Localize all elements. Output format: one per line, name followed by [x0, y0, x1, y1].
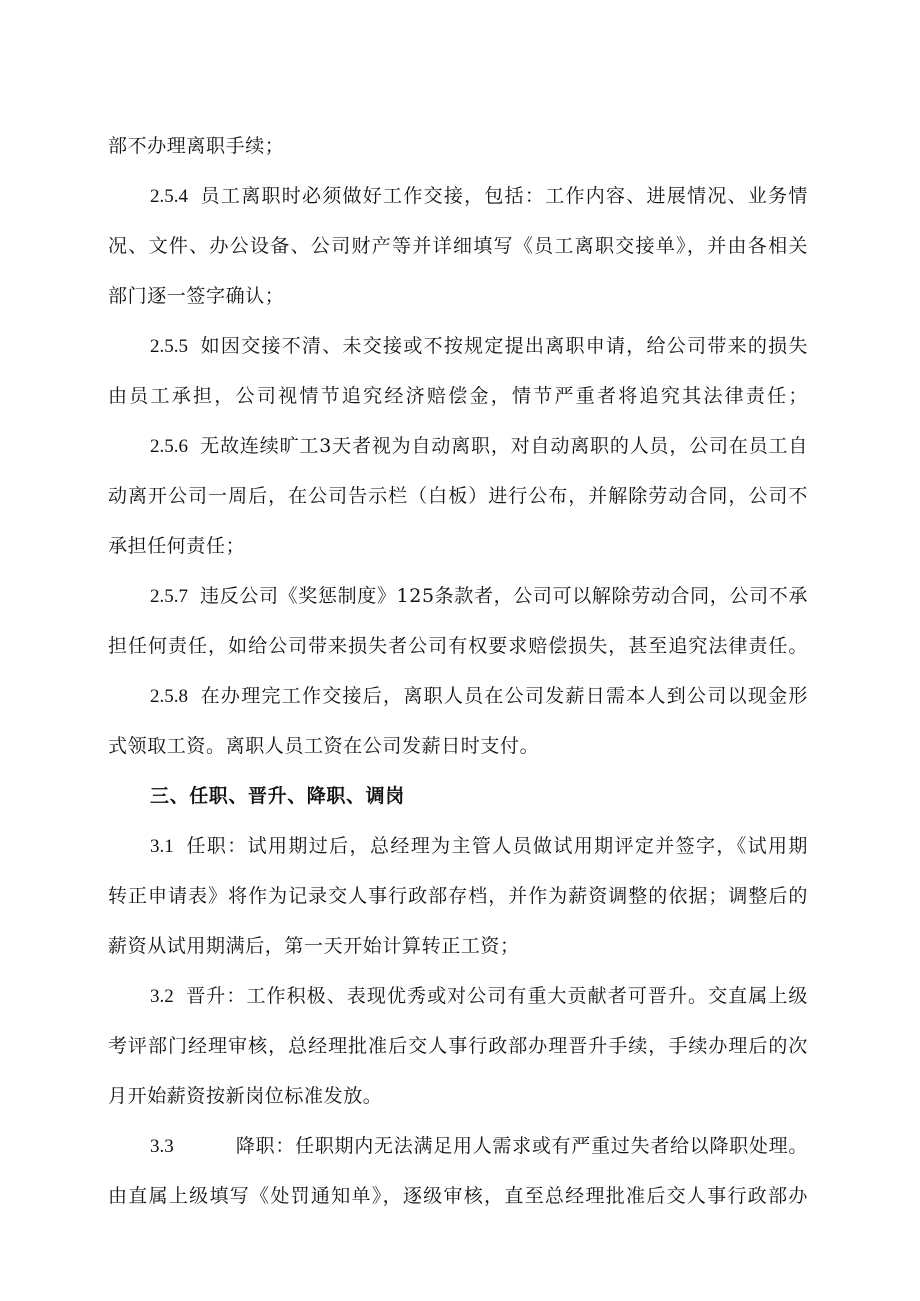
clause-2-5-4: 2.5.4 员工离职时必须做好工作交接，包括：工作内容、进展情况、业务情: [150, 183, 808, 209]
text-line: 担任何责任，如给公司带来损失者公司有权要求赔偿损失，甚至追究法律责任。: [108, 635, 808, 657]
clause-number: 3.3: [150, 1136, 174, 1157]
text-line: 部不办理离职手续；: [108, 135, 285, 157]
text-line: 月开始薪资按新岗位标准发放。: [108, 1085, 383, 1107]
clause-number: 3.2: [150, 986, 174, 1007]
text-line: 由直属上级填写《处罚通知单》，逐级审核，直至总经理批准后交人事行政部办: [108, 1185, 808, 1207]
text-line: 式领取工资。离职人员工资在公司发薪日时支付。: [108, 735, 540, 757]
clause-number: 2.5.4: [150, 186, 188, 207]
text-line: 转正申请表》将作为记录交人事行政部存档，并作为薪资调整的依据；调整后的: [108, 885, 808, 907]
section-heading: 三、任职、晋升、降职、调岗: [150, 785, 405, 807]
text-line: 考评部门经理审核，总经理批准后交人事行政部办理晋升手续，手续办理后的次: [108, 1035, 808, 1057]
text-line: 动离开公司一周后，在公司告示栏（白板）进行公布，并解除劳动合同，公司不: [108, 485, 808, 507]
clause-2-5-6: 2.5.6 无故连续旷工3天者视为自动离职，对自动离职的人员，公司在员工自: [150, 433, 808, 459]
clause-number: 2.5.6: [150, 436, 188, 457]
clause-3-1: 3.1 任职：试用期过后，总经理为主管人员做试用期评定并签字，《试用期: [150, 833, 808, 859]
text-line: 由员工承担，公司视情节追究经济赔偿金，情节严重者将追究其法律责任；: [108, 385, 808, 407]
text-line: 薪资从试用期满后，第一天开始计算转正工资；: [108, 935, 520, 957]
clause-3-2: 3.2 晋升：工作积极、表现优秀或对公司有重大贡献者可晋升。交直属上级: [150, 983, 808, 1009]
clause-2-5-7: 2.5.7 违反公司《奖惩制度》125条款者，公司可以解除劳动合同，公司不承: [150, 583, 808, 609]
clause-number: 2.5.7: [150, 586, 188, 607]
clause-2-5-8: 2.5.8 在办理完工作交接后，离职人员在公司发薪日需本人到公司以现金形: [150, 683, 808, 709]
text-line: 承担任何责任；: [108, 535, 246, 557]
clause-number: 2.5.8: [150, 686, 188, 707]
clause-number: 3.1: [150, 836, 174, 857]
text-line: 况、文件、办公设备、公司财产等并详细填写《员工离职交接单》，并由各相关: [108, 235, 808, 257]
text-line: 部门逐一签字确认；: [108, 285, 285, 307]
clause-number: 2.5.5: [150, 336, 188, 357]
clause-3-3: 3.3 降职：任职期内无法满足用人需求或有严重过失者给以降职处理。: [150, 1133, 808, 1159]
clause-2-5-5: 2.5.5 如因交接不清、未交接或不按规定提出离职申请，给公司带来的损失: [150, 333, 808, 359]
